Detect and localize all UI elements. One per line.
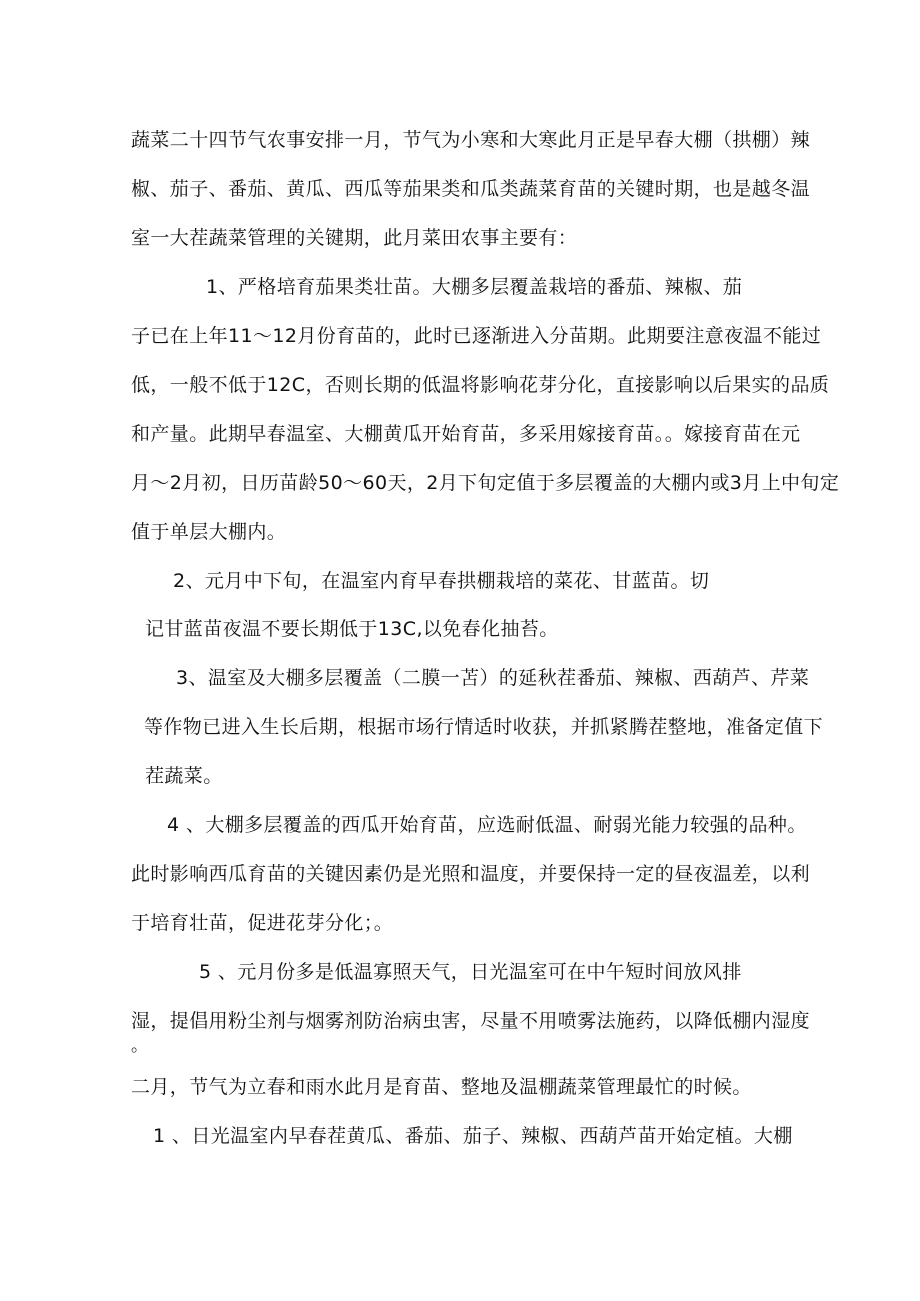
text-line: 低，一般不低于12C，否则长期的低温将影响花芽分化，直接影响以后果实的品质 [131,374,830,396]
text-line: 二月，节气为立春和雨水此月是育苗、整地及温棚蔬菜管理最忙的时候。 [131,1076,752,1098]
text-line: 1、严格培育茄果类壮苗。大棚多层覆盖栽培的番茄、辣椒、茄 [206,276,743,298]
text-line: 月～2月初，日历苗龄50～60天，2月下旬定值于多层覆盖的大棚内或3月上中旬定 [131,472,840,494]
text-line: 此时影响西瓜育苗的关键因素仍是光照和温度，并要保持一定的昼夜温差，以利 [131,863,811,885]
text-line: 4 、大棚多层覆盖的西瓜开始育苗，应选耐低温、耐弱光能力较强的品种。 [167,814,807,836]
text-line: 。 [131,1036,149,1056]
text-line: 子已在上年11～12月份育苗的，此时已逐渐进入分苗期。此期要注意夜温不能过 [131,325,822,347]
text-line: 茬蔬菜。 [145,765,223,787]
text-line: 记甘蓝苗夜温不要长期低于13C,以免春化抽苔。 [145,618,559,640]
text-line: 室一大茬蔬菜管理的关键期，此月菜田农事主要有： [131,227,578,249]
text-line: 值于单层大棚内。 [131,521,287,543]
text-line: 1 、日光温室内早春茬黄瓜、番茄、茄子、辣椒、西葫芦苗开始定植。大棚 [153,1125,793,1147]
text-line: 湿，提倡用粉尘剂与烟雾剂防治病虫害，尽量不用喷雾法施药，以降低棚内湿度 [131,1010,811,1032]
text-line: 2、元月中下旬，在温室内育早春拱棚栽培的菜花、甘蓝苗。切 [173,570,710,592]
text-line: 和产量。此期早春温室、大棚黄瓜开始育苗，多采用嫁接育苗。。嫁接育苗在元 [131,423,801,445]
text-line: 5 、元月份多是低温寡照天气，日光温室可在中午短时间放风排 [199,961,742,983]
text-line: 椒、茄子、番茄、黄瓜、西瓜等茄果类和瓜类蔬菜育苗的关键时期，也是越冬温 [131,178,811,200]
text-line: 蔬菜二十四节气农事安排一月，节气为小寒和大寒此月正是早春大棚（拱棚）辣 [131,129,811,151]
text-line: 3、温室及大棚多层覆盖（二膜一苫）的延秋茬番茄、辣椒、西葫芦、芹菜 [176,667,810,689]
text-line: 等作物已进入生长后期，根据市场行情适时收获，并抓紧腾茬整地，准备定值下 [144,716,824,738]
text-line: 于培育壮苗，促进花芽分化；。 [131,912,394,934]
